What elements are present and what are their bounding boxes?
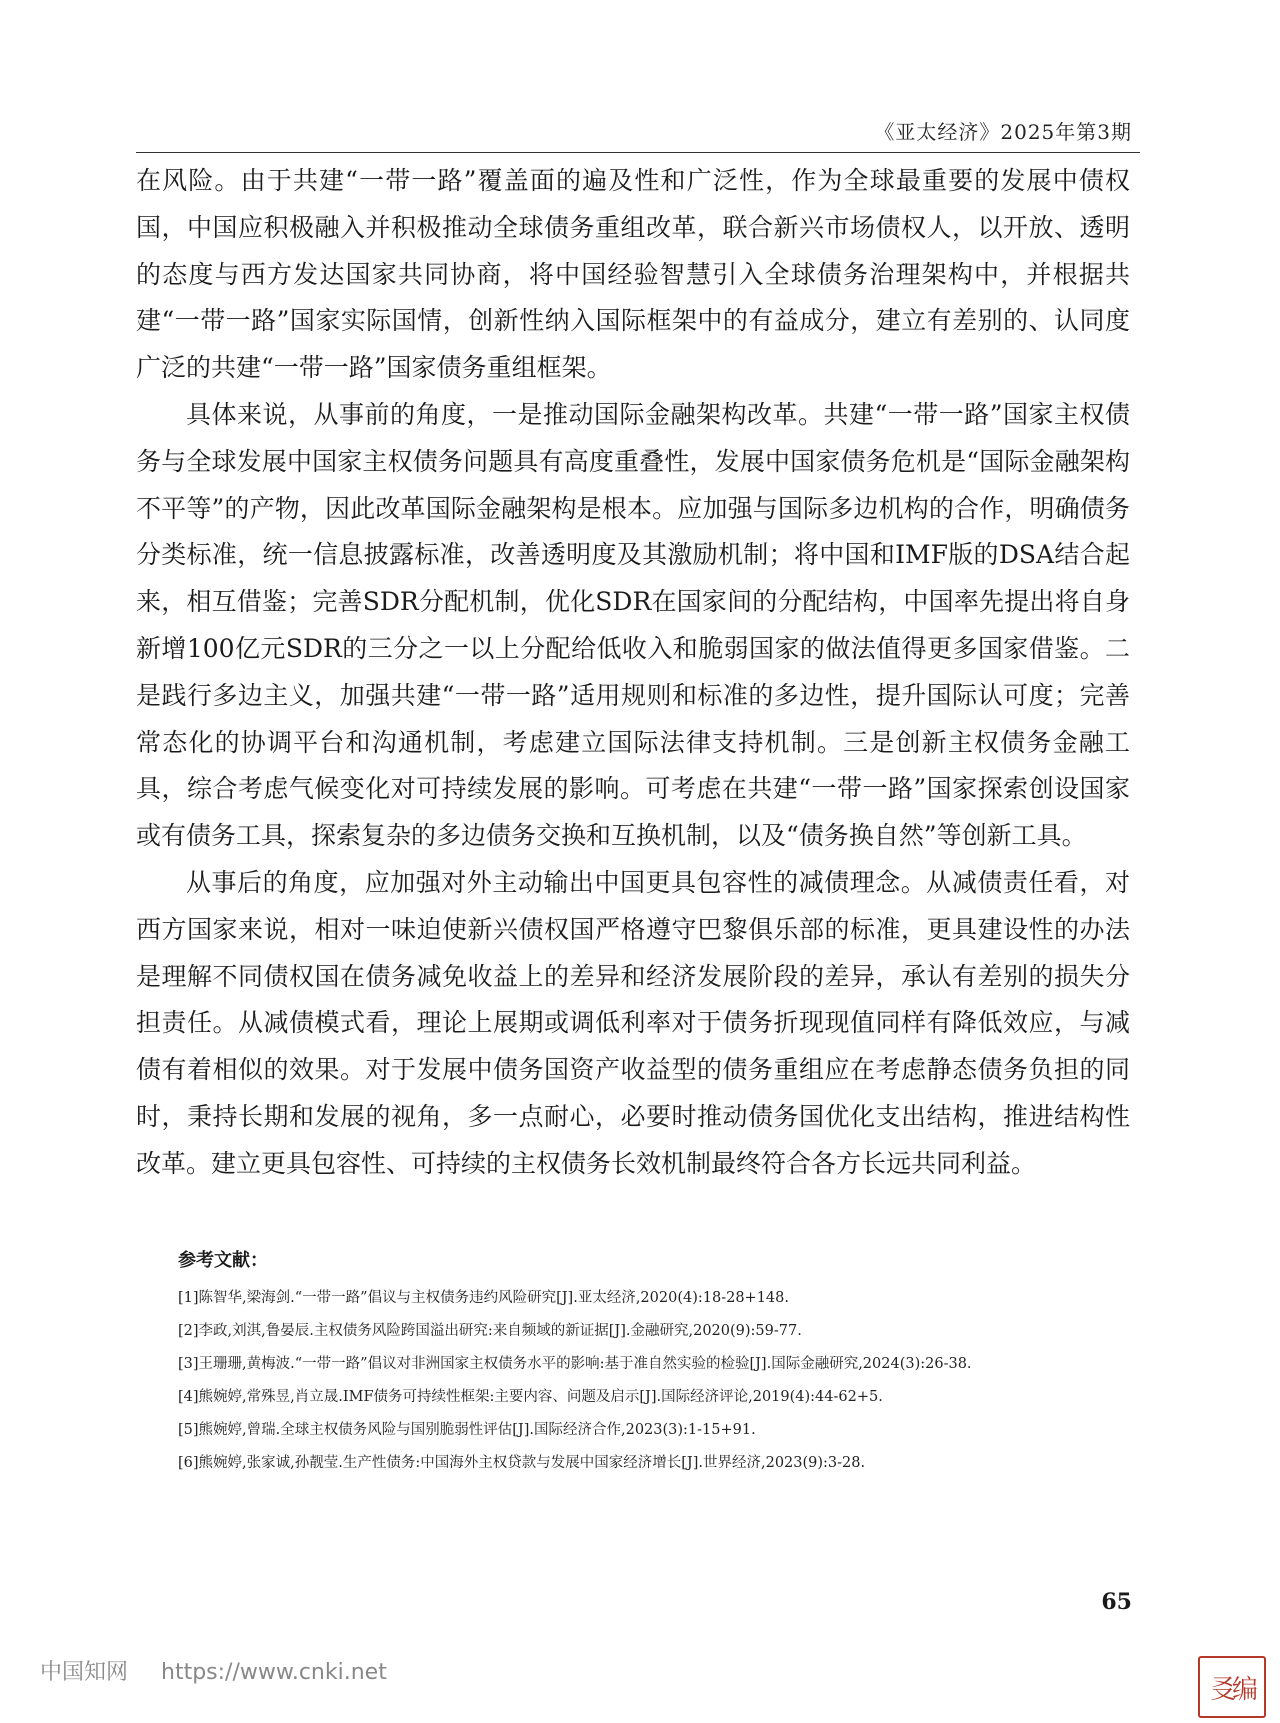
reference-item: [3]王珊珊,黄梅波.“一带一路”倡议对非洲国家主权债务水平的影响:基于准自然实验的检验[J].国际金融研究,2024(3):26-38. bbox=[178, 1356, 972, 1372]
references-section bbox=[178, 1246, 1128, 1480]
seal-stamp-icon: 㕛编 bbox=[1198, 1656, 1266, 1718]
header-rule bbox=[136, 152, 1140, 153]
page-number: 65 bbox=[1101, 1589, 1132, 1615]
cnki-watermark[interactable] bbox=[40, 1655, 387, 1686]
watermark-site-name: 中国知网 bbox=[40, 1660, 129, 1685]
article-body bbox=[136, 158, 1130, 1188]
watermark-url[interactable]: https://www.cnki.net bbox=[161, 1660, 387, 1685]
paragraph: 具体来说，从事前的角度，一是推动国际金融架构改革。共建“一带一路”国家主权债务与全球发展中国家主权债务问题具有高度重叠性，发展中国家债务危机是“国际金融架构不平等”的产物，因此改革国际金融架构是根本。应加强与国际多边机构的合作，明确债务分类标准，统一信息披露标准，改善透明度及其激励机制；将中国和IMF版的DSA结合起来，相互借鉴；完善SDR分配机制，优化SDR在国家间的分配结构，中国率先提出将自身新增100亿元SDR的三分之一以上分配给低收入和脆弱国家的做法值得更多国家借鉴。二是践行多边主义，加强共建“一带一路”适用规则和标准的多边性，提升国际认可度；完善常态化的协调平台和沟通机制，考虑建立国际法律支持机制。三是创新主权债务金融工具，综合考虑气候变化对可持续发展的影响。可考虑在共建“一带一路”国家探索创设国家或有债务工具，探索复杂的多边债务交换和互换机制，以及“债务换自然”等创新工具。 bbox=[136, 399, 1130, 851]
reference-item: [5]熊婉婷,曾瑞.全球主权债务风险与国别脆弱性评估[J].国际经济合作,2023(3):1-15+91. bbox=[178, 1422, 756, 1438]
references-title: 参考文献： bbox=[178, 1250, 268, 1271]
reference-item: [6]熊婉婷,张家诚,孙靓莹.生产性债务:中国海外主权贷款与发展中国家经济增长[J].世界经济,2023(9):3-28. bbox=[178, 1455, 866, 1471]
running-head: 《亚太经济》2025年第3期 bbox=[874, 120, 1132, 144]
reference-item: [2]李政,刘淇,鲁晏辰.主权债务风险跨国溢出研究:来自频域的新证据[J].金融研究,2020(9):59-77. bbox=[178, 1323, 802, 1339]
reference-item: [1]陈智华,梁海剑.“一带一路”倡议与主权债务违约风险研究[J].亚太经济,2020(4):18-28+148. bbox=[178, 1290, 789, 1306]
reference-item: [4]熊婉婷,常殊昱,肖立晟.IMF债务可持续性框架:主要内容、问题及启示[J].国际经济评论,2019(4):44-62+5. bbox=[178, 1389, 883, 1405]
paragraph: 在风险。由于共建“一带一路”覆盖面的遍及性和广泛性，作为全球最重要的发展中债权国，中国应积极融入并积极推动全球债务重组改革，联合新兴市场债权人，以开放、透明的态度与西方发达国家共同协商，将中国经验智慧引入全球债务治理架构中，并根据共建“一带一路”国家实际国情，创新性纳入国际框架中的有益成分，建立有差别的、认同度广泛的共建“一带一路”国家债务重组框架。 bbox=[136, 166, 1130, 383]
paragraph: 从事后的角度，应加强对外主动输出中国更具包容性的减债理念。从减债责任看，对西方国家来说，相对一味迫使新兴债权国严格遵守巴黎俱乐部的标准，更具建设性的办法是理解不同债权国在债务减免收益上的差异和经济发展阶段的差异，承认有差别的损失分担责任。从减债模式看，理论上展期或调低利率对于债务折现现值同样有降低效应，与减债有着相似的效果。对于发展中债务国资产收益型的债务重组应在考虑静态债务负担的同时，秉持长期和发展的视角，多一点耐心，必要时推动债务国优化支出结构，推进结构性改革。建立更具包容性、可持续的主权债务长效机制最终符合各方长远共同利益。 bbox=[136, 867, 1130, 1178]
